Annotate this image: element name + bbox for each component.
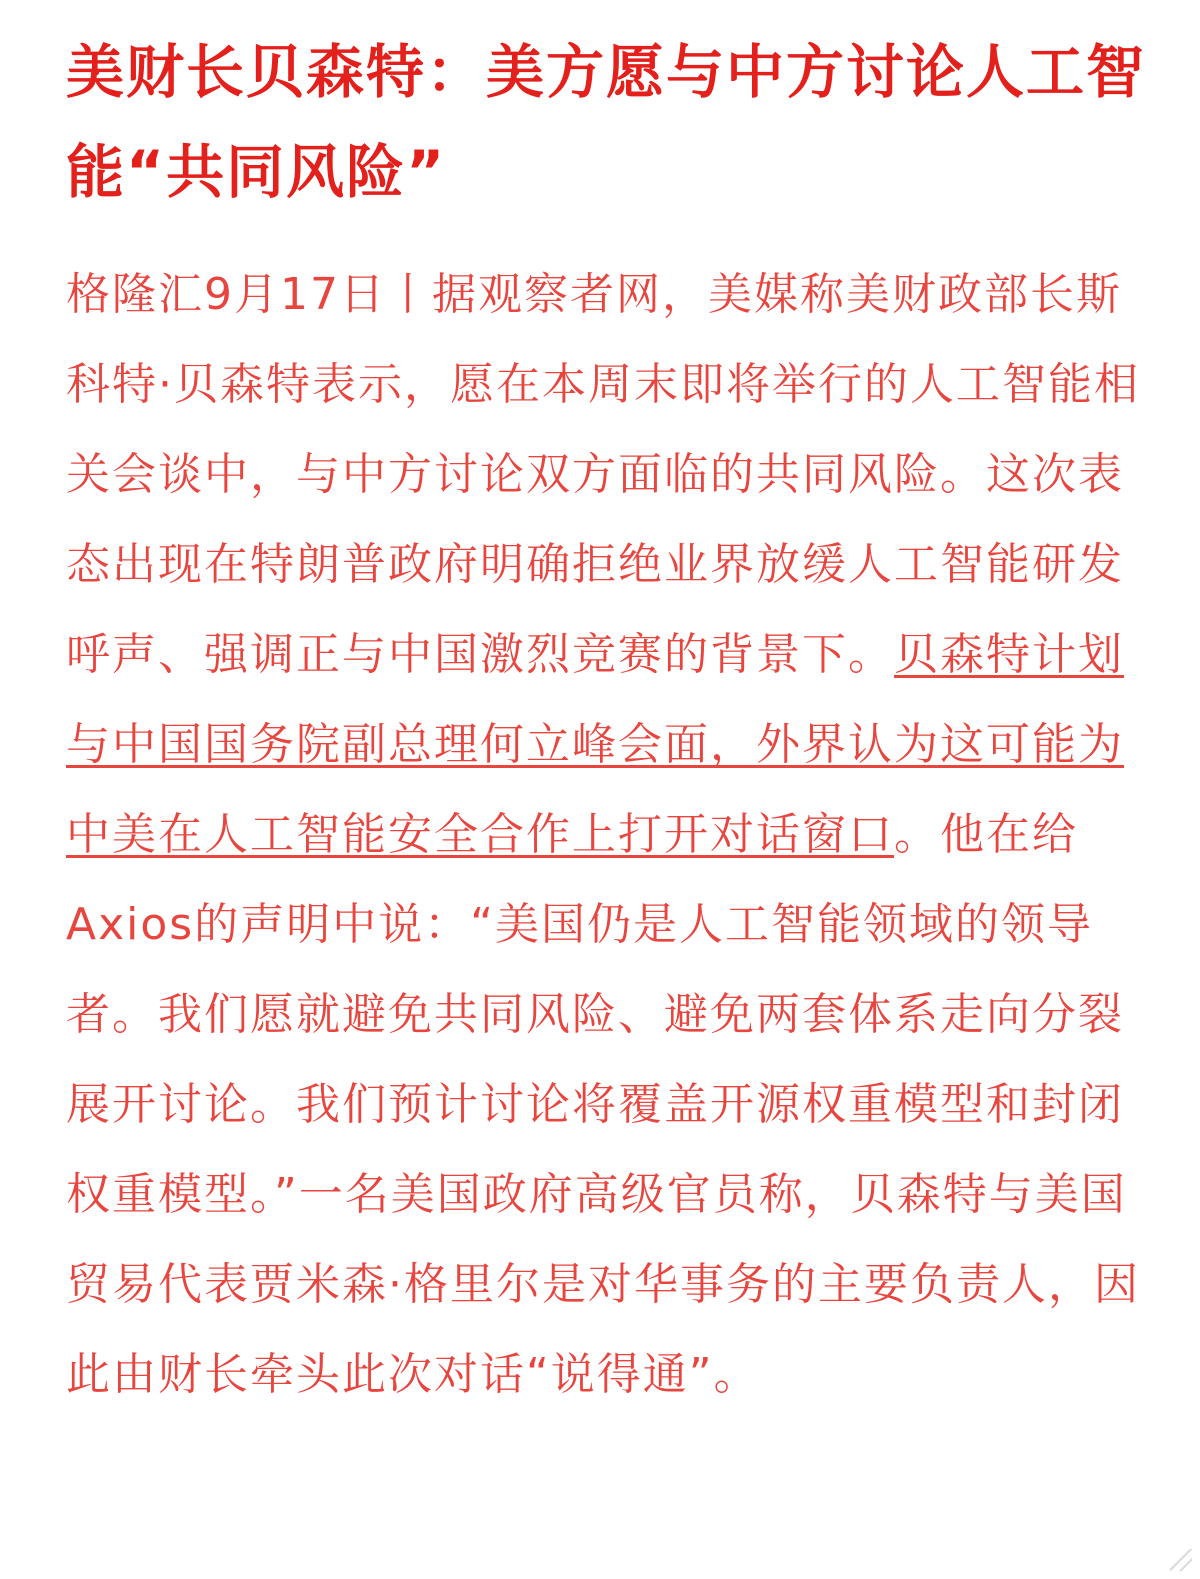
article-headline: 美财长贝森特：美方愿与中方讨论人工智能“共同风险” [66, 38, 1147, 206]
body-text-rest: 。他在给Axios的声明中说：“美国仍是人工智能领域的领导者。我们愿就避免共同风险、避免两套体系走向分裂展开讨论。我们预计讨论将覆盖开源权重模型和封闭权重模型。”一名美国政府高级官员称，贝森特与美国贸易代表贾米森·格里尔是对华事务的主要负责人，因此由财长牵头此次对话“说得通”。 [66, 809, 1140, 1400]
article [66, 22, 1146, 1420]
resize-grip-icon [1170, 1549, 1192, 1571]
body-text-intro: 格隆汇9月17日丨据观察者网，美媒称美财政部长斯科特·贝森特表示，愿在本周末即将举行的人工智能相关会谈中，与中方讨论双方面临的共同风险。这次表态出现在特朗普政府明确拒绝业界放缓人工智能研发呼声、强调正与中国激烈竞赛的背景下。 [66, 269, 1140, 680]
article-body [66, 250, 1146, 1420]
highlighted-link[interactable]: 贝森特计划与中国国务院副总理何立峰会面，外界认为这可能为中美在人工智能安全合作上打开对话窗口 [66, 629, 1124, 860]
